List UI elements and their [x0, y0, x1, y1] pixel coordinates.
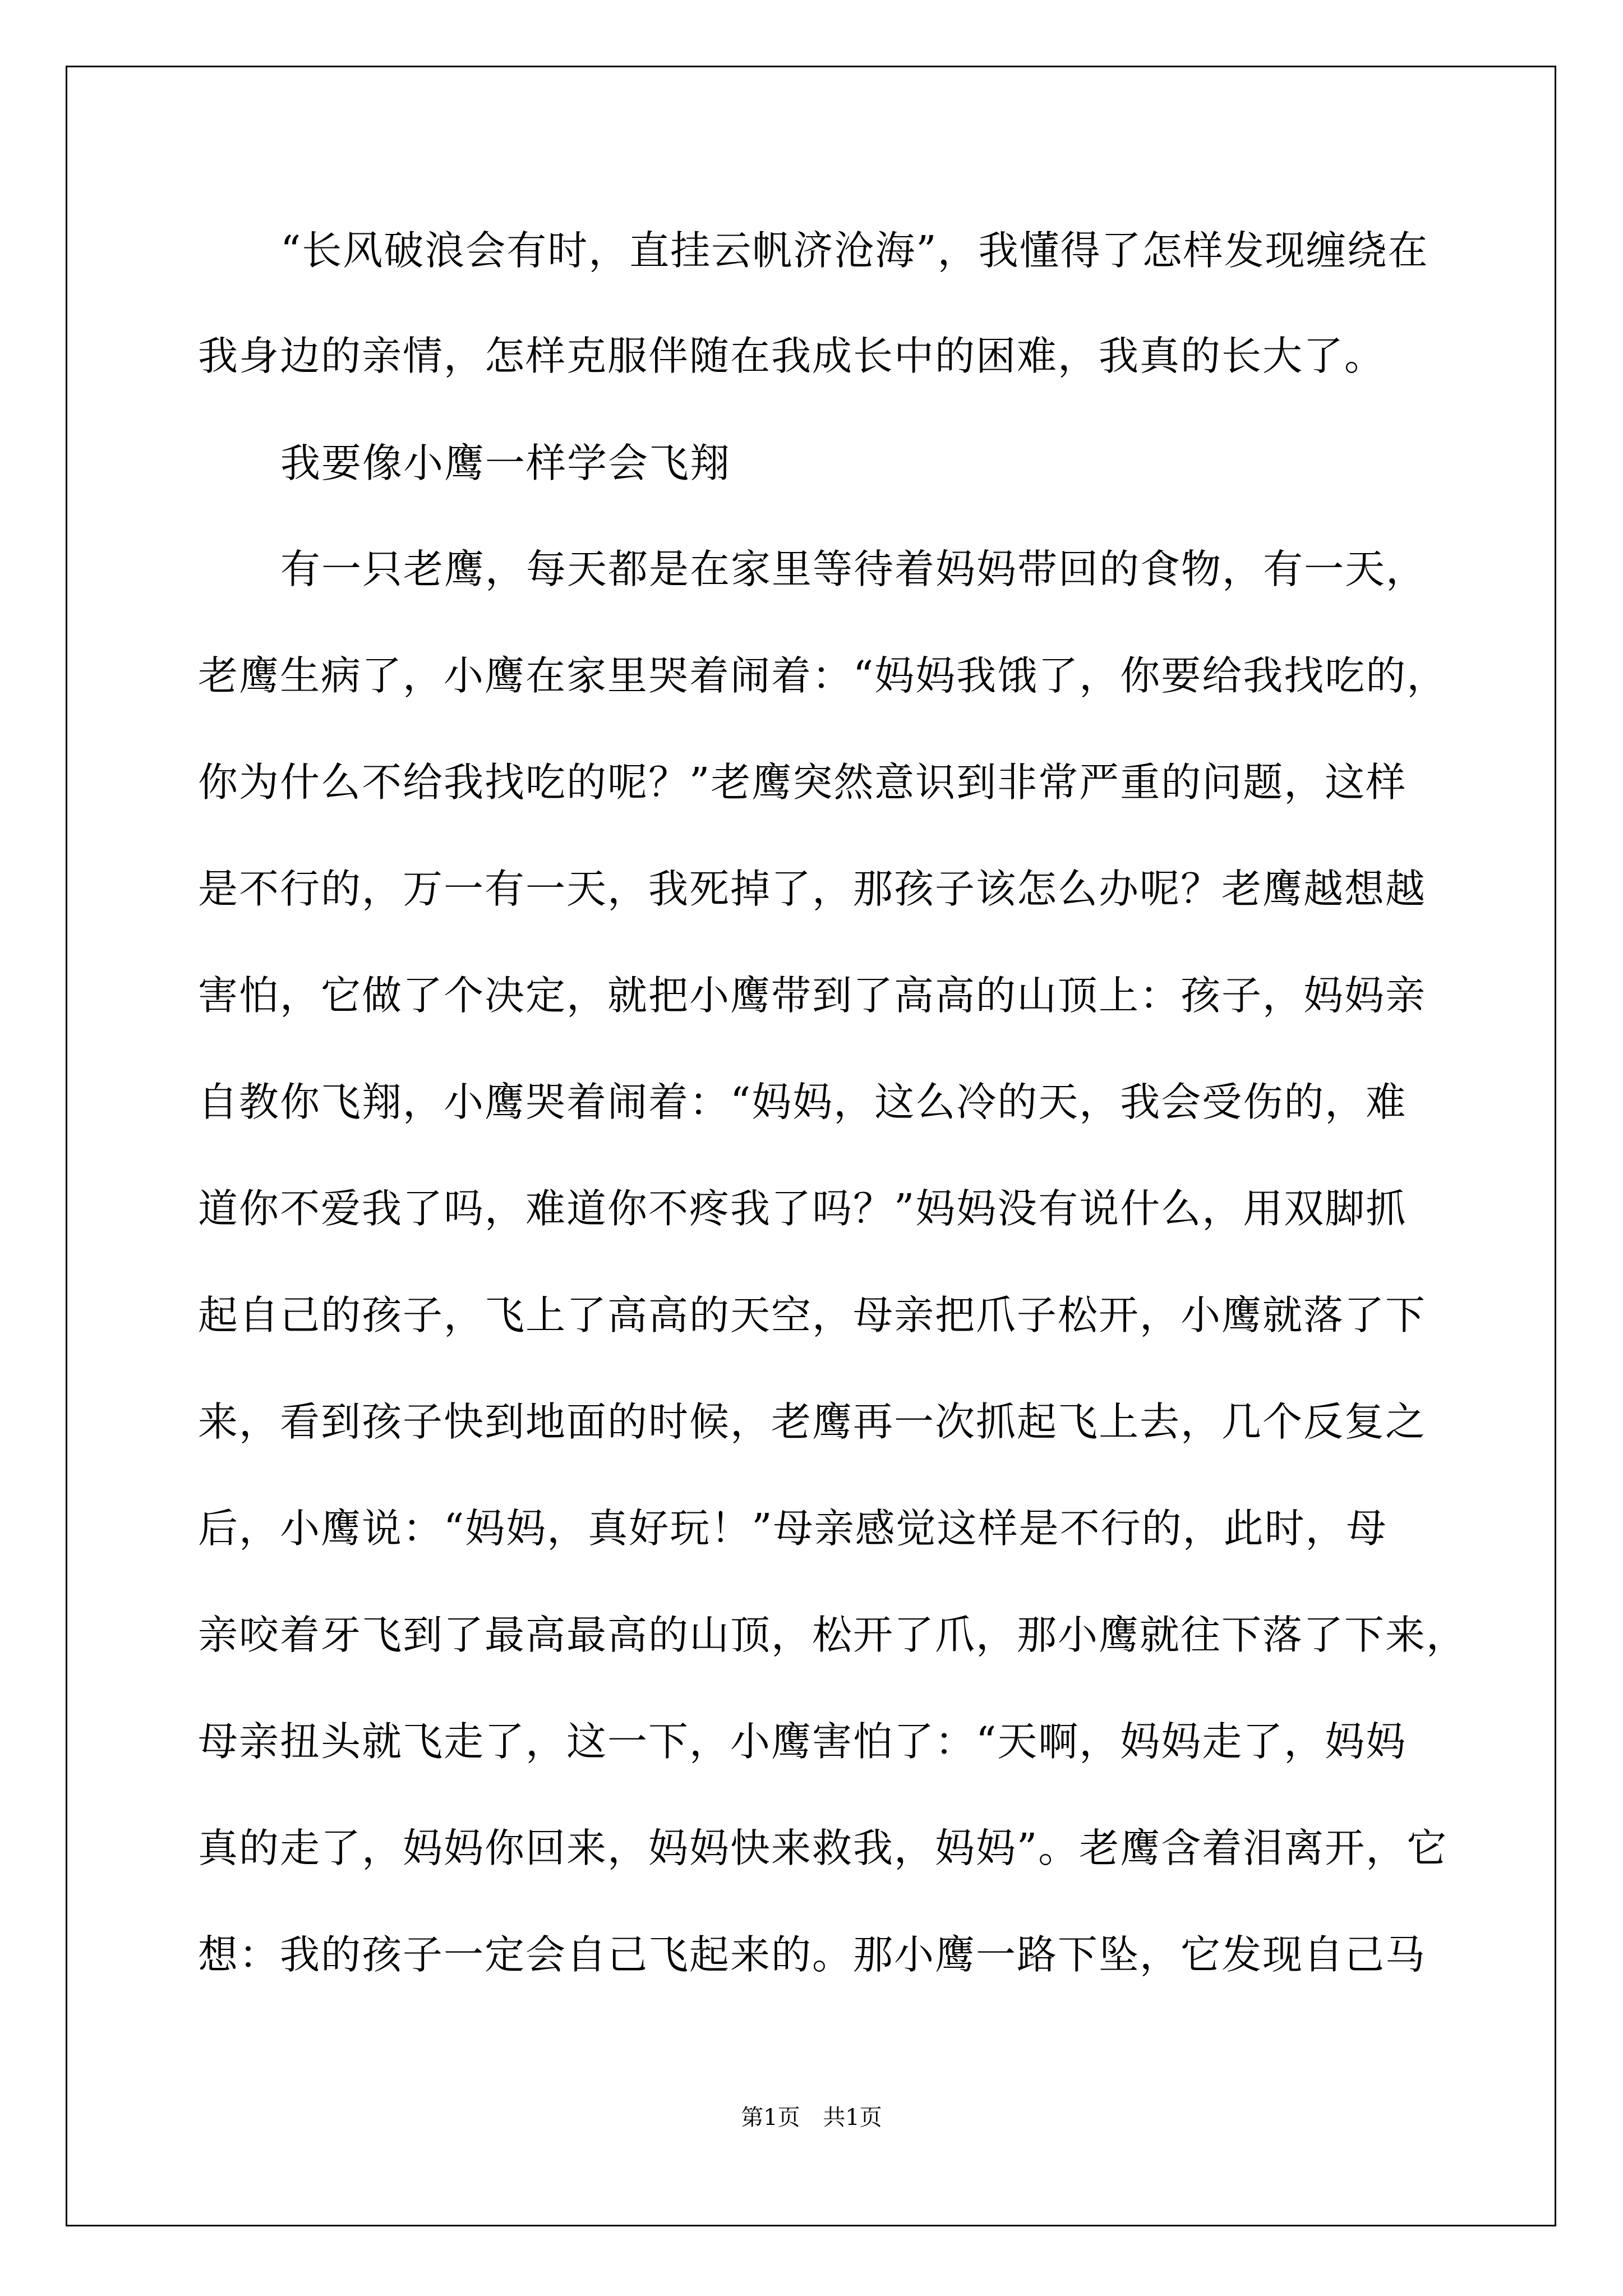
paragraph-line: 母亲扭头就飞走了，这一下，小鹰害怕了：“天啊，妈妈走了，妈妈 — [198, 1718, 1407, 1765]
paragraph-line: 害怕，它做了个决定，就把小鹰带到了高高的山顶上：孩子，妈妈亲 — [198, 972, 1427, 1019]
paragraph-line: 自教你飞翔，小鹰哭着闹着：“妈妈，这么冷的天，我会受伤的，难 — [198, 1079, 1407, 1125]
paragraph-line: 想：我的孩子一定会自己飞起来的。那小鹰一路下坠，它发现自己马 — [198, 1931, 1427, 1978]
paragraph-line: 起自己的孩子，飞上了高高的天空，母亲把爪子松开，小鹰就落了下 — [198, 1292, 1427, 1338]
paragraph-line: 道你不爱我了吗，难道你不疼我了吗？”妈妈没有说什么，用双脚抓 — [198, 1185, 1407, 1232]
paragraph-line: 真的走了，妈妈你回来，妈妈快来救我，妈妈”。老鹰含着泪离开，它 — [198, 1825, 1448, 1871]
paragraph-line: 你为什么不给我找吃的呢？”老鹰突然意识到非常严重的问题，这样 — [198, 759, 1407, 806]
paragraph-line: 来，看到孩子快到地面的时候，老鹰再一次抓起飞上去，几个反复之 — [198, 1398, 1427, 1445]
page-total: 共1页 — [823, 2105, 882, 2131]
paragraph-line: 亲咬着牙飞到了最高最高的山顶，松开了爪，那小鹰就往下落了下来， — [198, 1612, 1468, 1658]
section-heading: 我要像小鹰一样学会飞翔 — [280, 440, 731, 486]
paragraph-line: “长风破浪会有时，直挂云帆济沧海”，我懂得了怎样发现缠绕在 — [280, 227, 1429, 274]
paragraph-line: 后，小鹰说：“妈妈，真好玩！”母亲感觉这样是不行的，此时，母 — [198, 1505, 1387, 1552]
paragraph-line: 有一只老鹰，每天都是在家里等待着妈妈带回的食物，有一天， — [280, 546, 1427, 592]
paragraph-line: 是不行的，万一有一天，我死掉了，那孩子该怎么办呢？老鹰越想越 — [198, 866, 1427, 912]
page-frame — [66, 66, 1556, 2226]
paragraph-line: 我身边的亲情，怎样克服伴随在我成长中的困难，我真的长大了。 — [198, 333, 1386, 379]
page-footer — [0, 2104, 1623, 2132]
paragraph-line: 老鹰生病了，小鹰在家里哭着闹着：“妈妈我饿了，你要给我找吃的， — [198, 652, 1448, 699]
page-number: 第1页 — [741, 2105, 800, 2131]
